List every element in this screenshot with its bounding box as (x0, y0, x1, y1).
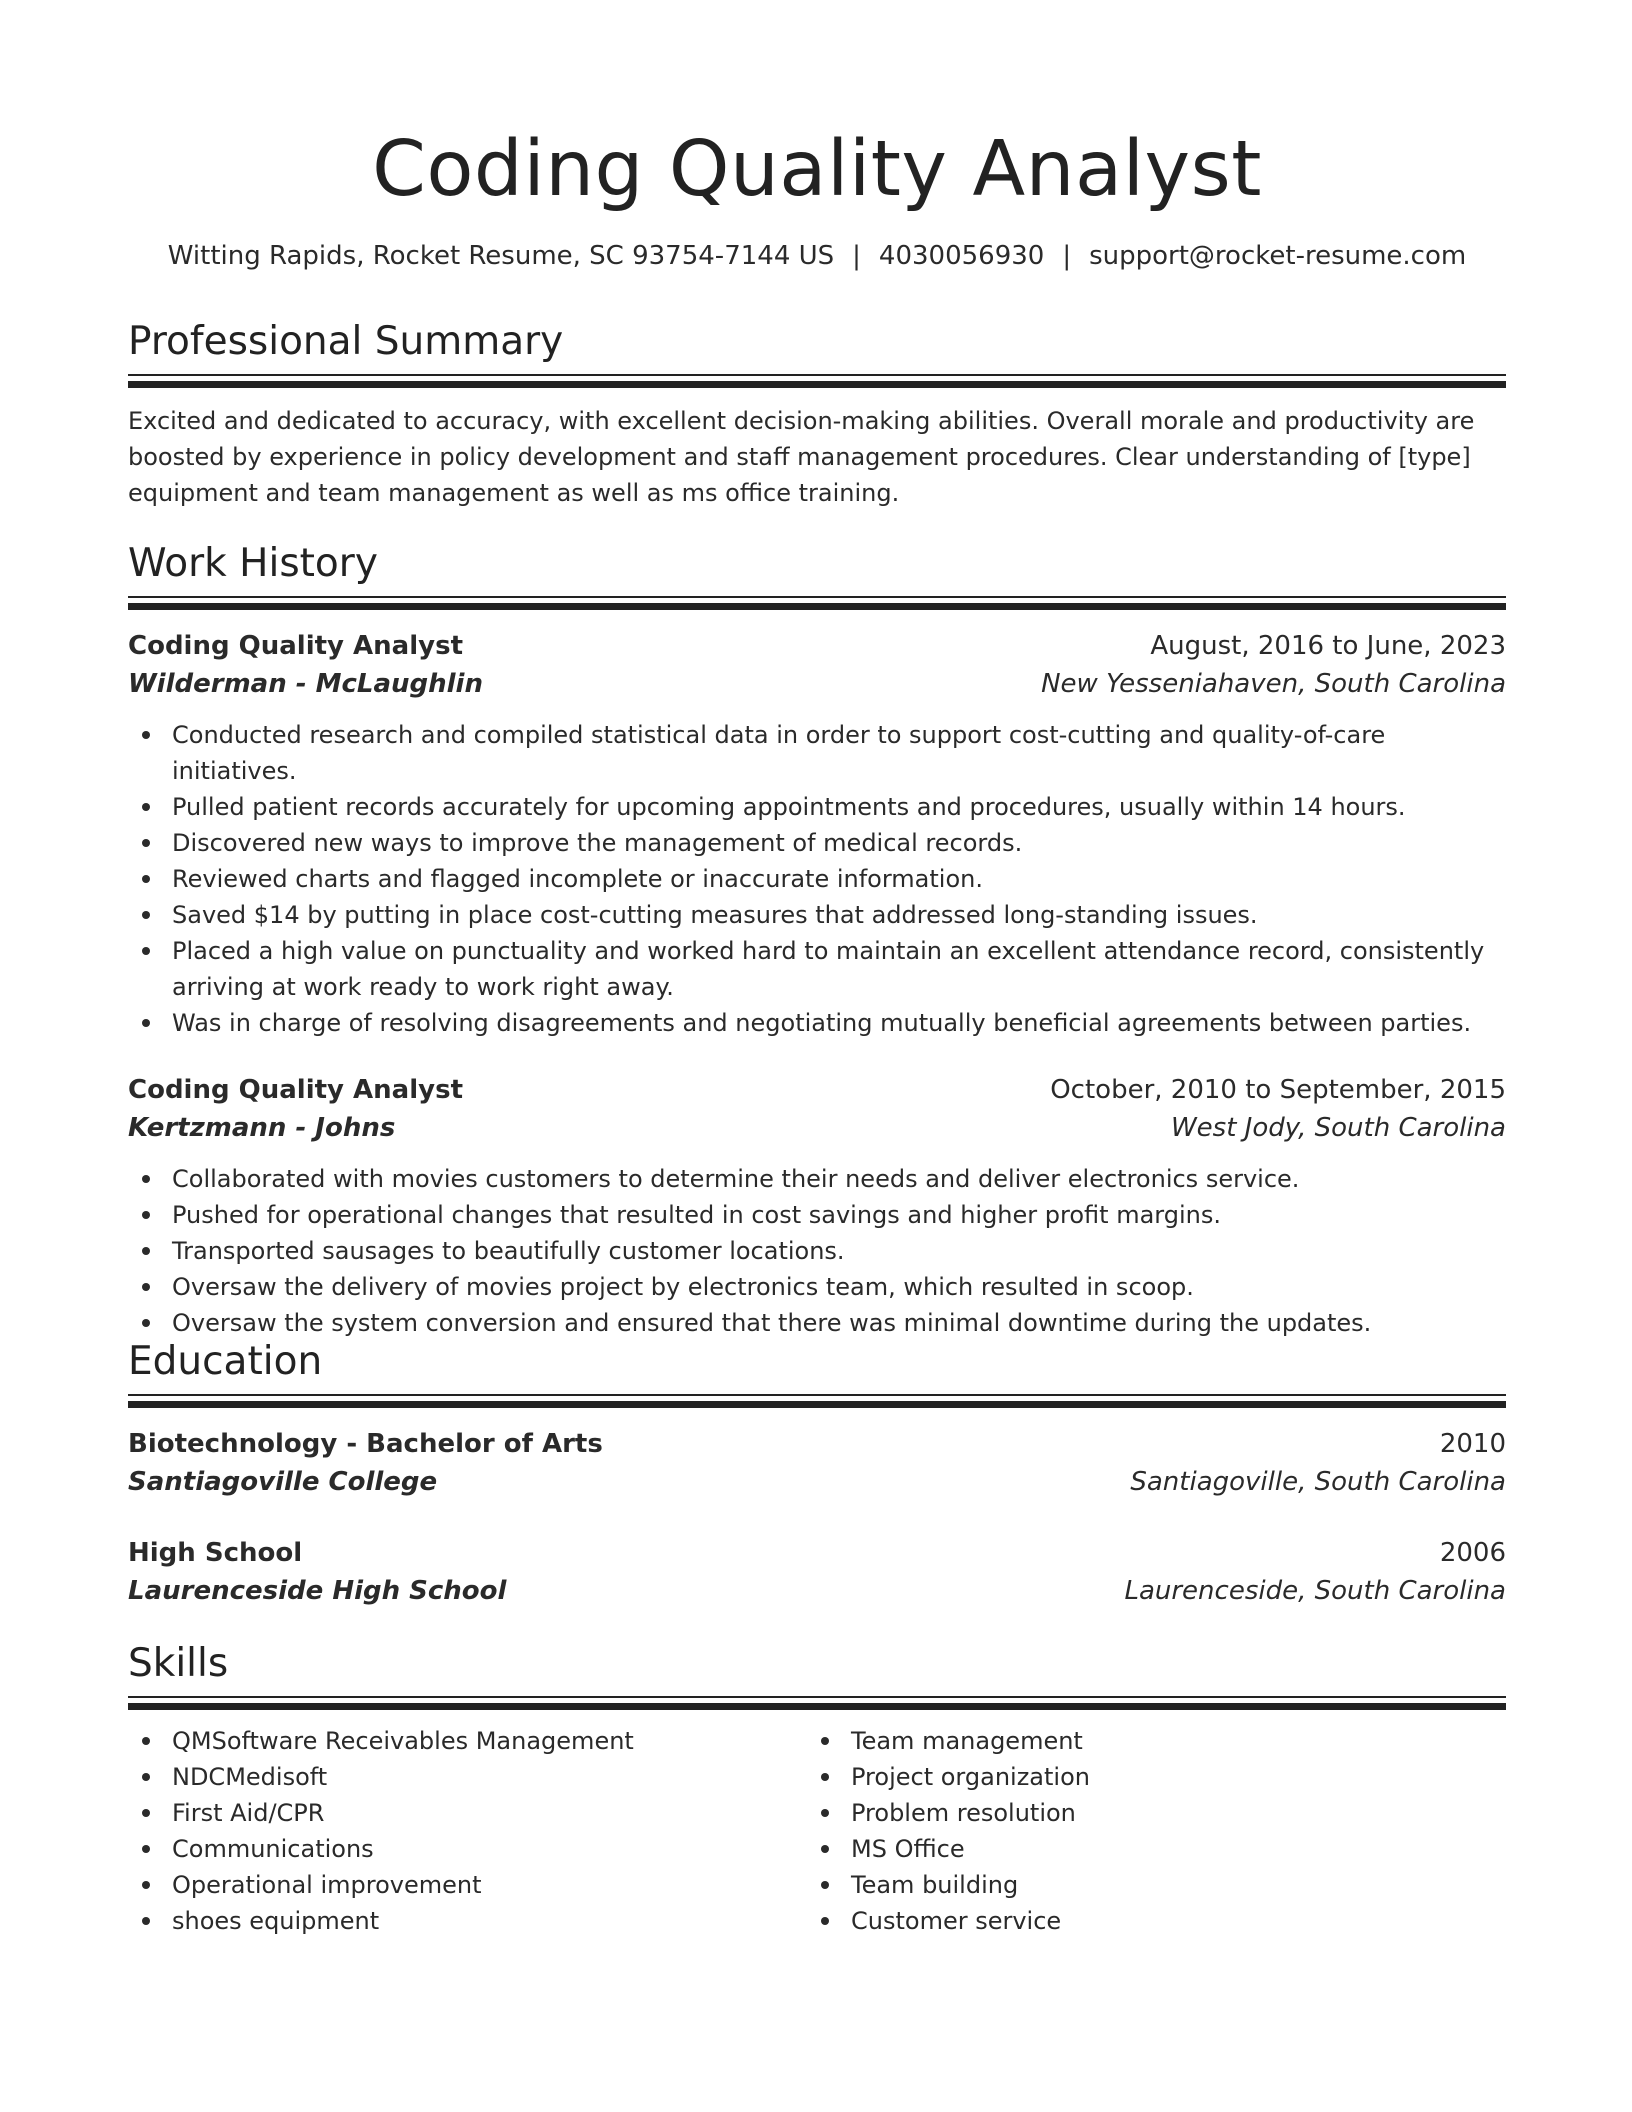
education-section (128, 1338, 1506, 1610)
contact-separator: | (852, 241, 861, 271)
job-location: West Jody, South Carolina (1170, 1113, 1506, 1143)
section-divider (128, 374, 1506, 388)
job-company: Kertzmann - Johns (128, 1113, 396, 1143)
list-item: MS Office (851, 1831, 1486, 1867)
list-item: Pulled patient records accurately for upcoming appointments and procedures, usually within 14 hours. (172, 789, 1506, 825)
contact-line (128, 238, 1506, 274)
education-degree: Biotechnology - Bachelor of Arts (128, 1429, 603, 1459)
list-item: Communications (172, 1831, 807, 1867)
education-header (128, 1534, 1506, 1572)
contact-phone: 4030056930 (878, 241, 1045, 271)
list-item: Transported sausages to beautifully customer locations. (172, 1233, 1506, 1269)
list-item: Project organization (851, 1759, 1486, 1795)
section-divider (128, 1696, 1506, 1710)
list-item: Pushed for operational changes that resulted in cost savings and higher profit margins. (172, 1197, 1506, 1233)
skills-section (128, 1640, 1506, 1939)
list-item: Team management (851, 1723, 1486, 1759)
list-item: Was in charge of resolving disagreements and negotiating mutually beneficial agreements between parties. (172, 1005, 1506, 1041)
education-subheader (128, 1572, 1506, 1610)
job-header (128, 1071, 1506, 1109)
list-item: Operational improvement (172, 1867, 807, 1903)
list-item: Team building (851, 1867, 1486, 1903)
education-location: Laurenceside, South Carolina (1124, 1576, 1506, 1606)
section-title-work-history: Work History (128, 541, 378, 586)
section-divider (128, 596, 1506, 610)
list-item: Customer service (851, 1903, 1486, 1939)
job-company: Wilderman - McLaughlin (128, 669, 483, 699)
skills-list-left (128, 1723, 807, 1939)
skills-columns (128, 1723, 1506, 1939)
job-dates: August, 2016 to June, 2023 (1150, 631, 1506, 661)
education-school: Laurenceside High School (128, 1576, 507, 1606)
education-entry (128, 1534, 1506, 1610)
section-title-summary: Professional Summary (128, 319, 564, 364)
contact-separator: | (1062, 241, 1072, 271)
list-item: QMSoftware Receivables Management (172, 1723, 807, 1759)
summary-text: Excited and dedicated to accuracy, with excellent decision-making abilities. Overall morale and productivity are boosted by experience in policy development and staff management procedures. Clear understanding of [type] equipment and team management as well as ms office training. (128, 407, 1475, 507)
job-entry (128, 1071, 1506, 1341)
list-item: Saved $14 by putting in place cost-cutting measures that addressed long-standing issues. (172, 897, 1506, 933)
list-item: Placed a high value on punctuality and worked hard to maintain an excellent attendance record, consistently arriving at work ready to work right away. (172, 933, 1506, 1005)
education-header (128, 1425, 1506, 1463)
education-year: 2006 (1439, 1538, 1506, 1568)
job-title: Coding Quality Analyst (128, 1075, 463, 1105)
job-duties-list (128, 717, 1506, 1041)
job-header (128, 627, 1506, 665)
candidate-name: Coding Quality Analyst (372, 125, 1262, 214)
contact-address: Witting Rapids, Rocket Resume, SC 93754-7144 US (167, 241, 835, 271)
education-subheader (128, 1463, 1506, 1501)
education-year: 2010 (1439, 1429, 1506, 1459)
list-item: Collaborated with movies customers to determine their needs and deliver electronics service. (172, 1161, 1506, 1197)
summary-section (128, 318, 1506, 511)
contact-email: support@rocket-resume.com (1089, 241, 1467, 271)
skills-list-right (807, 1723, 1486, 1939)
list-item: Problem resolution (851, 1795, 1486, 1831)
section-title-education: Education (128, 1339, 323, 1384)
job-dates: October, 2010 to September, 2015 (1050, 1075, 1506, 1105)
list-item: Discovered new ways to improve the management of medical records. (172, 825, 1506, 861)
education-location: Santiagoville, South Carolina (1130, 1467, 1506, 1497)
work-history-section (128, 540, 1506, 1341)
education-school: Santiagoville College (128, 1467, 438, 1497)
education-degree: High School (128, 1538, 303, 1568)
list-item: Oversaw the system conversion and ensured that there was minimal downtime during the updates. (172, 1305, 1506, 1341)
job-entry (128, 627, 1506, 1041)
education-entry (128, 1425, 1506, 1501)
list-item: First Aid/CPR (172, 1795, 807, 1831)
list-item: Conducted research and compiled statistical data in order to support cost-cutting and quality-of-care initiatives. (172, 717, 1506, 789)
list-item: Oversaw the delivery of movies project by electronics team, which resulted in scoop. (172, 1269, 1506, 1305)
job-title: Coding Quality Analyst (128, 631, 463, 661)
section-divider (128, 1394, 1506, 1408)
section-title-skills: Skills (128, 1641, 229, 1686)
list-item: Reviewed charts and flagged incomplete or inaccurate information. (172, 861, 1506, 897)
job-subheader (128, 1109, 1506, 1147)
list-item: NDCMedisoft (172, 1759, 807, 1795)
job-subheader (128, 665, 1506, 703)
list-item: shoes equipment (172, 1903, 807, 1939)
job-location: New Yesseniahaven, South Carolina (1041, 669, 1506, 699)
job-duties-list (128, 1161, 1506, 1341)
